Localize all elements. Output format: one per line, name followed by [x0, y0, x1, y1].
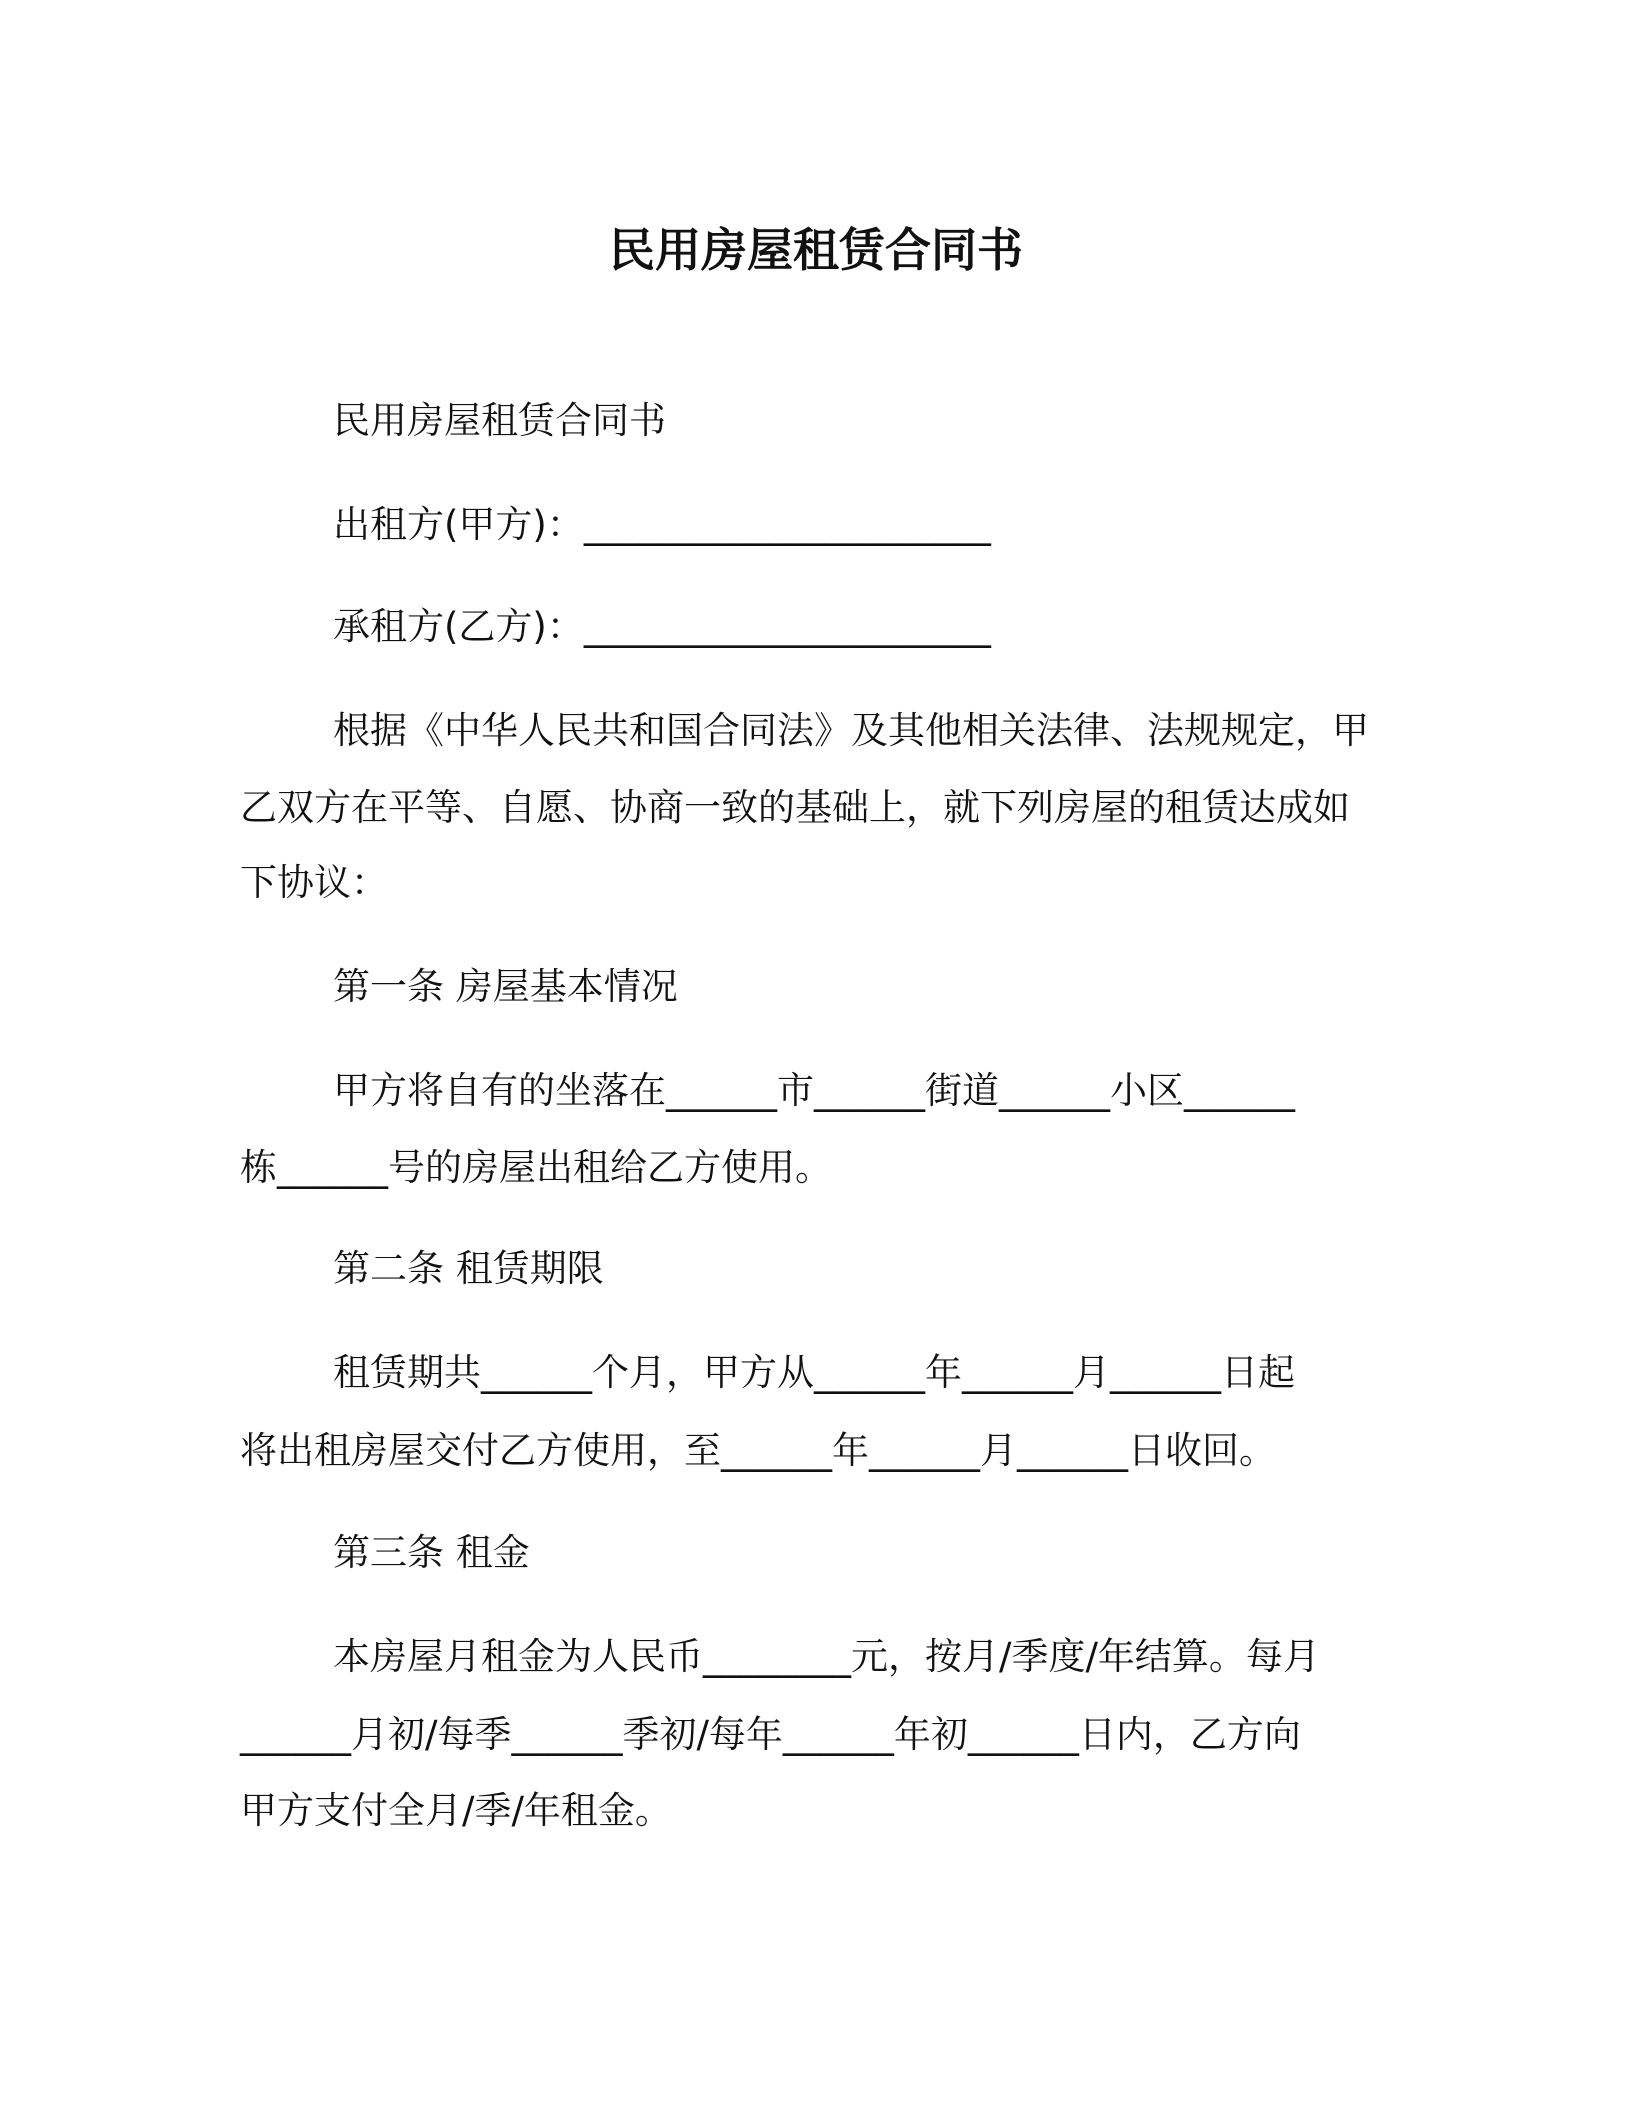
subtitle: 民用房屋租赁合同书: [333, 399, 666, 442]
document-title: 民用房屋租赁合同书: [609, 223, 1023, 277]
preamble-line: 下协议：: [240, 861, 388, 904]
article3-line: 本房屋月租金为人民币________元，按月/季度/年结算。每月: [333, 1635, 1320, 1678]
preamble-line: 根据《中华人民共和国合同法》及其他相关法律、法规规定，甲: [333, 709, 1369, 752]
lessee-line: 承租方(乙方)：______________________: [333, 605, 991, 648]
article3-line: 甲方支付全月/季/年租金。: [240, 1789, 672, 1832]
article3-heading: 第三条 租金: [333, 1531, 530, 1574]
lessor-line: 出租方(甲方)：______________________: [333, 503, 991, 546]
article1-heading: 第一条 房屋基本情况: [333, 965, 678, 1008]
article2-heading: 第二条 租赁期限: [333, 1247, 604, 1290]
article1-line: 甲方将自有的坐落在______市______街道______小区______: [333, 1069, 1295, 1112]
preamble-line: 乙双方在平等、自愿、协商一致的基础上，就下列房屋的租赁达成如: [240, 786, 1350, 829]
article1-line: 栋______号的房屋出租给乙方使用。: [240, 1146, 832, 1189]
article2-line: 将出租房屋交付乙方使用，至______年______月______日收回。: [240, 1429, 1276, 1472]
article3-line: ______月初/每季______季初/每年______年初______日内，乙方向: [240, 1713, 1301, 1756]
article2-line: 租赁期共______个月，甲方从______年______月______日起: [333, 1351, 1295, 1394]
